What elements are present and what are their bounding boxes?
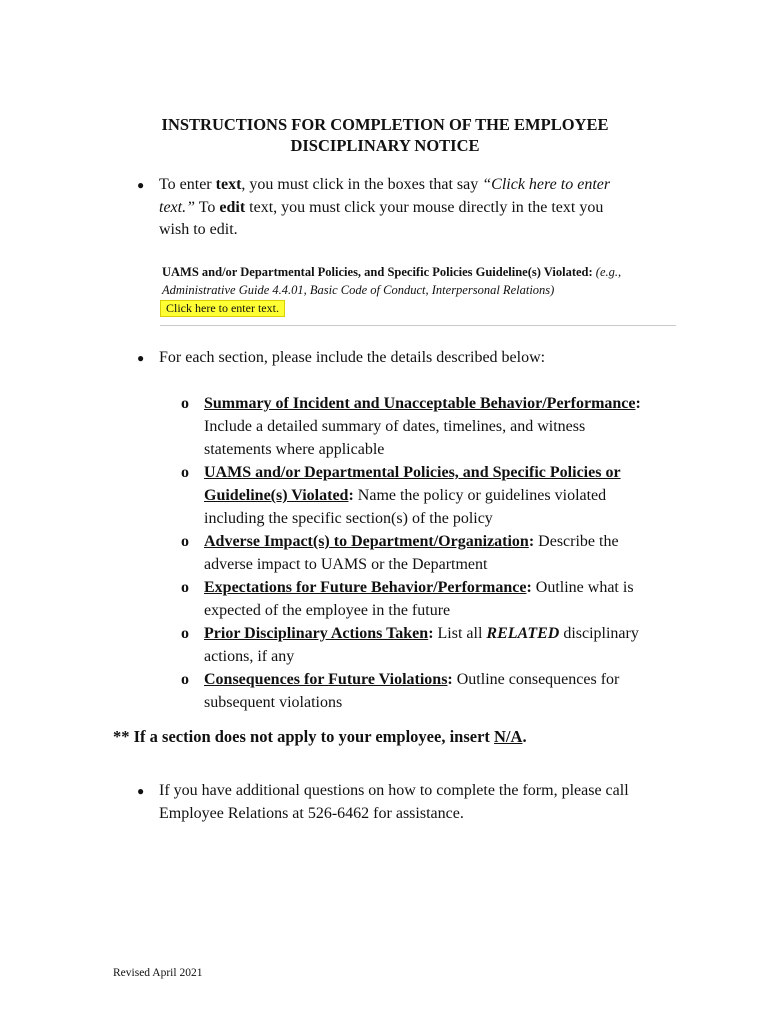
section-heading: Consequences for Future Violations bbox=[204, 671, 448, 688]
section-description: Include a detailed summary of dates, timelines, and witness statements where applicable bbox=[204, 418, 586, 458]
sample-field-example bbox=[162, 264, 682, 318]
note-text: ** If a section does not apply to your employee, insert bbox=[113, 727, 495, 746]
section-colon: : bbox=[635, 395, 641, 412]
bullet-icon: ● bbox=[137, 178, 145, 192]
section-heading: UAMS and/or Departmental Policies, and Specific Policies or Guideline(s) Violated bbox=[204, 464, 621, 504]
section-item bbox=[181, 530, 651, 576]
list-marker: o bbox=[181, 464, 189, 481]
section-item bbox=[181, 576, 651, 622]
title-line-1: INSTRUCTIONS FOR COMPLETION OF THE EMPLOYEE bbox=[161, 115, 609, 134]
text-run-italic: “Click here to enter text.” bbox=[159, 176, 611, 216]
list-marker: o bbox=[181, 625, 189, 642]
note-na: N/A bbox=[494, 727, 523, 746]
list-marker: o bbox=[181, 533, 189, 550]
na-note bbox=[113, 726, 527, 748]
section-item bbox=[181, 392, 651, 461]
bullet-sections-body: For each section, please include the details described below: bbox=[159, 349, 546, 366]
section-description: List all bbox=[433, 625, 487, 642]
section-item bbox=[181, 668, 651, 714]
bullet-icon: ● bbox=[137, 351, 145, 365]
divider bbox=[160, 325, 676, 326]
section-heading: Adverse Impact(s) to Department/Organization bbox=[204, 533, 529, 550]
text-run: text, you must click your mouse directly in the text you wish to edit. bbox=[159, 198, 604, 238]
section-description: Name the policy or guidelines violated including the specific section(s) of the policy bbox=[204, 487, 607, 527]
section-colon: : bbox=[526, 579, 532, 596]
text-run: , you must click in the boxes that say bbox=[241, 176, 483, 193]
text-run-bold: text bbox=[215, 176, 242, 193]
text-run: To bbox=[195, 198, 220, 216]
section-description: Describe the adverse impact to UAMS or the Department bbox=[204, 533, 619, 573]
section-colon: : bbox=[528, 533, 535, 550]
section-list bbox=[181, 392, 651, 714]
bullet-icon: ● bbox=[137, 784, 145, 798]
section-heading: Expectations for Future Behavior/Performance bbox=[204, 579, 527, 596]
section-colon: : bbox=[447, 671, 453, 688]
sample-field-label: UAMS and/or Departmental Policies, and Specific Policies Guideline(s) Violated: bbox=[162, 265, 593, 279]
section-description: disciplinary actions, if any bbox=[204, 625, 639, 665]
section-item bbox=[181, 622, 651, 668]
list-marker: o bbox=[181, 395, 189, 412]
note-suffix: . bbox=[522, 727, 527, 746]
revision-footer: Revised April 2021 bbox=[113, 967, 203, 979]
sample-click-here-field[interactable]: Click here to enter text. bbox=[160, 300, 285, 317]
list-marker: o bbox=[181, 579, 189, 596]
section-description: Outline what is expected of the employee in the future bbox=[204, 579, 634, 619]
title-line-2: DISCIPLINARY NOTICE bbox=[290, 136, 480, 155]
text-run-bold: edit bbox=[219, 198, 246, 216]
section-heading: Prior Disciplinary Actions Taken bbox=[204, 625, 429, 642]
section-colon: : bbox=[348, 487, 354, 504]
list-marker: o bbox=[181, 671, 189, 688]
sample-field-example-text: (e.g., Administrative Guide 4.4.01, Basic Code of Conduct, Interpersonal Relations) bbox=[162, 265, 622, 297]
bullet-questions-body: If you have additional questions on how to complete the form, please call Employee Relations at 526-6462 for assistance. bbox=[159, 782, 629, 822]
section-item bbox=[181, 461, 651, 530]
document-title bbox=[140, 114, 630, 156]
section-heading: Summary of Incident and Unacceptable Behavior/Performance bbox=[204, 395, 636, 412]
section-colon: : bbox=[428, 625, 434, 642]
bullet-entering-text-body bbox=[159, 174, 629, 242]
section-description: Outline consequences for subsequent violations bbox=[204, 671, 620, 711]
text-run: To enter bbox=[159, 176, 216, 193]
section-emphasis: RELATED bbox=[486, 625, 560, 642]
